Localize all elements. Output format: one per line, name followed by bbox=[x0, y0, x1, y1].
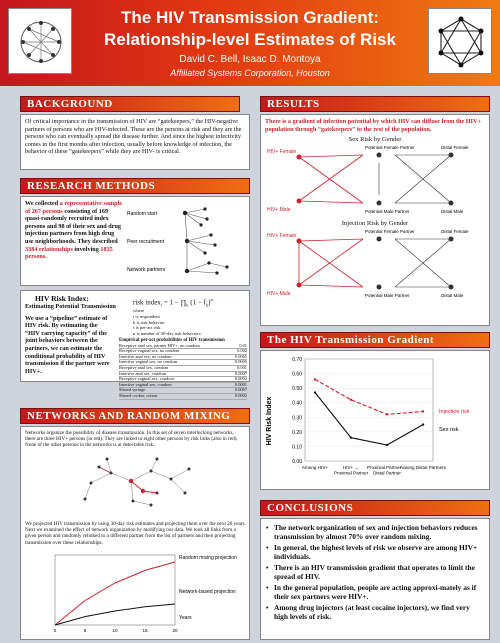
years-label: Years bbox=[179, 615, 192, 621]
projection-x-tick-label: 5 bbox=[83, 628, 87, 633]
gradient-plot-area bbox=[305, 359, 433, 461]
gradient-x-tick-label: Among Distal Partners bbox=[400, 465, 446, 470]
flow-label-random-start: Random start bbox=[127, 211, 158, 217]
methods-text-part: involving bbox=[72, 245, 101, 253]
per-act-probability: 0.01 bbox=[239, 342, 247, 348]
poster-affiliation: Affiliated Systems Corporation, Houston bbox=[170, 68, 330, 78]
random-mixing-label: Random mixing projection bbox=[179, 555, 237, 561]
per-act-table-row bbox=[119, 394, 247, 400]
methods-sample-text bbox=[25, 200, 123, 261]
per-act-behavior: Receptive anal sex, condom bbox=[119, 364, 169, 370]
gradient-data-point bbox=[350, 399, 352, 401]
networks-panel bbox=[20, 426, 250, 640]
sex-risk-label: Sex risk bbox=[439, 427, 459, 433]
formula-where-line: h is risk behavior bbox=[133, 319, 165, 325]
background-heading: BACKGROUND bbox=[20, 96, 240, 112]
gradient-y-axis-label: HIV Risk Index bbox=[266, 396, 273, 446]
gradient-data-point bbox=[386, 444, 388, 446]
formula-where-line: where bbox=[133, 308, 145, 313]
injection-risk-diagram bbox=[265, 227, 485, 299]
gradient-x-tick-label: HIV+ → Proximal Partner bbox=[333, 465, 369, 476]
conclusion-item: • In general, the highest levels of risk we observe are among HIV+ individuals. bbox=[266, 543, 484, 561]
recruitment-flow-diagram bbox=[125, 201, 247, 283]
node-potential-female: Potential Female Partner bbox=[365, 229, 415, 235]
node-potential-female: Potential Female Partner bbox=[365, 145, 415, 151]
formula-where-line: f is per-act risk bbox=[133, 325, 161, 331]
gradient-data-point bbox=[314, 378, 316, 380]
per-act-table bbox=[119, 339, 247, 400]
methods-panel bbox=[20, 196, 250, 286]
per-act-probability: 0.002 bbox=[237, 348, 247, 354]
gradient-y-tick-label: 0.30 bbox=[292, 415, 302, 422]
per-act-table-body bbox=[119, 344, 247, 400]
poster-authors: David C. Bell, Isaac D. Montoya bbox=[179, 54, 321, 65]
poster-title-line2: Relationship-level Estimates of Risk bbox=[104, 30, 396, 49]
flow-label-network-partners: Network partners bbox=[127, 267, 166, 273]
formula-label: risk index bbox=[133, 298, 161, 307]
star-network-logo-icon bbox=[429, 9, 493, 75]
gradient-heading: The HIV Transmission Gradient bbox=[260, 332, 490, 348]
injection-risk-title: Injection Risk by Gender bbox=[341, 220, 409, 228]
node-hiv-female: HIV+ Female bbox=[267, 149, 297, 156]
methods-heading: RESEARCH METHODS bbox=[20, 178, 250, 194]
risk-index-subheading: Estimating Potential Transmission bbox=[25, 303, 116, 310]
projection-x-tick-label: 20 bbox=[172, 628, 178, 633]
formula-where-line: n is number of 30-day risk behaviors bbox=[133, 331, 201, 337]
per-act-behavior: Receptive vaginal sex, no condom bbox=[119, 348, 180, 354]
conclusions-heading: CONCLUSIONS bbox=[260, 500, 490, 516]
per-act-behavior: Insertive anal sex, condom bbox=[119, 370, 167, 376]
network-based-label: Network-based projection bbox=[179, 589, 236, 595]
poster-header bbox=[0, 0, 500, 86]
projection-chart bbox=[25, 551, 247, 637]
conclusions-panel bbox=[260, 518, 490, 640]
node-potential-male: Potential Male Partner bbox=[365, 209, 410, 215]
node-distal-male: Distal Male bbox=[441, 209, 464, 215]
per-act-table-heading: Empirical per-act probabilities of HIV transmission bbox=[119, 338, 225, 343]
per-act-probability: 0.0007 bbox=[234, 370, 247, 376]
gradient-y-tick-label: 0.40 bbox=[292, 400, 302, 407]
risk-index-heading: HIV Risk Index: bbox=[35, 294, 89, 303]
per-act-behavior: Receptive anal sex, partner HIV+, no condom bbox=[119, 342, 200, 348]
conclusion-item: • Among drug injectors (at least cocaine injectors), we find very high levels of risk. bbox=[266, 603, 484, 621]
networks-text-projection: We projected HIV transmission by using 30-day risk estimates and projecting them over the next 20 years. Next we examined the effect of network organization by modifying our data. We took all links from a given person and randomly relinked to a different partner from the list of partners and then projecting transmission over these relationships. bbox=[25, 521, 246, 546]
node-hiv-male: HIV+ Male bbox=[267, 207, 291, 214]
poster-title-line1: The HIV Transmission Gradient: bbox=[121, 8, 379, 27]
risk-index-panel bbox=[20, 290, 250, 398]
gradient-x-tick-label: Among HIV+ bbox=[301, 465, 329, 470]
methods-text-part: We collected bbox=[25, 200, 60, 207]
per-act-probability: 0.0065 bbox=[234, 353, 247, 359]
networks-heading: NETWORKS AND RANDOM MIXING bbox=[20, 408, 250, 424]
projection-x-tick-label: 15 bbox=[142, 628, 148, 633]
conclusions-list bbox=[266, 523, 484, 621]
conclusion-item: • There is an HIV transmission gradient that operates to limit the spread of HIV. bbox=[266, 563, 484, 581]
gradient-chart bbox=[261, 351, 489, 489]
gradient-data-point bbox=[422, 423, 424, 425]
risk-index-text: We use a “pipeline” estimate of HIV risk. By estimating the “HIV carrying capacity” of the joint behaviors between the partners, we can estimate the conditional probability of HIV transmission if the partner were HIV+. bbox=[25, 314, 110, 375]
gradient-data-point bbox=[386, 413, 388, 415]
per-act-behavior: Insertive vaginal sex, no condom bbox=[119, 359, 178, 365]
injection-risk-label: Injection risk bbox=[439, 409, 470, 415]
gradient-y-tick-label: 0.50 bbox=[292, 386, 302, 393]
network-based-line bbox=[55, 604, 175, 625]
node-distal-male: Distal Male bbox=[441, 293, 464, 299]
node-distal-female: Distal Female bbox=[441, 229, 469, 235]
methods-persons-count: 1835 persons. bbox=[25, 245, 113, 261]
results-panel bbox=[260, 114, 490, 326]
network-logo-icon bbox=[9, 9, 73, 75]
conclusion-item: • The network organization of sex and injection behaviors reduces transmission by almost 70% over random mixing. bbox=[266, 523, 484, 541]
gradient-y-tick-label: 0.60 bbox=[292, 371, 302, 378]
gradient-x-tick-label: Proximal Partner → Distal Partner bbox=[366, 465, 408, 476]
gradient-data-point bbox=[314, 391, 316, 393]
risk-formula: risk index$_i$ = $1 - \prod_h$ $(1 - f_h)^n$ bbox=[133, 297, 213, 308]
conclusion-item: • In the general population, people are acting approxi-mately as if their sex partners were HIV+. bbox=[266, 583, 484, 601]
per-act-probability: 0.0001 bbox=[234, 381, 247, 387]
gradient-y-tick-label: 0.70 bbox=[292, 357, 302, 363]
sex-risk-diagram bbox=[265, 143, 485, 215]
methods-sample-size: a representative sample of 267 persons bbox=[25, 200, 123, 215]
injection-risk-line bbox=[315, 379, 423, 414]
results-intro: There is a gradient of infection potential by which HIV can diffuse from the HIV+ population through “gatekeepers” to the rest of the population. bbox=[265, 118, 481, 133]
per-act-behavior: Receptive vaginal sex, condom bbox=[119, 376, 174, 382]
background-panel bbox=[20, 114, 250, 170]
random-mixing-line bbox=[55, 562, 175, 625]
results-heading: RESULTS bbox=[260, 96, 490, 112]
node-hiv-male: HIV+ Male bbox=[267, 291, 291, 298]
gradient-data-point bbox=[422, 410, 424, 412]
per-act-behavior: Shared cooker, cotton bbox=[119, 392, 158, 398]
sex-risk-title: Sex Risk by Gender bbox=[348, 136, 402, 144]
per-act-probability: 0.0005 bbox=[234, 359, 247, 365]
projection-plot-area bbox=[55, 555, 175, 625]
networks-text-intro: Networks organize the possibility of disease transmission. In this set of seven interlocking networks, there are three HIV+ persons (in red). They are linked to eight other persons by risk links (also in red). None of the other persons in the networks is at detectable risk. bbox=[25, 430, 238, 449]
methods-text-part: consisting of 169 quasi-randomly recruited index persons and 98 of their sex and drug injection partners from high drug use neighborhoods. They described bbox=[25, 207, 121, 245]
institution-logo-left bbox=[8, 8, 72, 74]
gradient-y-tick-label: 0.10 bbox=[292, 444, 302, 451]
projection-x-tick-label: 0 bbox=[53, 628, 57, 633]
node-distal-female: Distal Female bbox=[441, 145, 469, 151]
projection-x-tick-label: 10 bbox=[112, 628, 118, 633]
per-act-behavior: Insertive vaginal sex, condom bbox=[119, 381, 172, 387]
node-potential-male: Potential Male Partner bbox=[365, 293, 410, 299]
gradient-data-point bbox=[350, 436, 352, 438]
formula-where-line: i is respondent bbox=[133, 313, 160, 319]
formula-where-list bbox=[133, 308, 201, 337]
methods-relationships-count: 3384 relationships bbox=[25, 245, 73, 253]
per-act-behavior: Shared syringe bbox=[119, 387, 146, 393]
per-act-probability: 0.0002 bbox=[234, 376, 247, 382]
gradient-y-tick-label: 0.00 bbox=[292, 459, 302, 465]
flow-label-peer-recruitment: Peer recruitment bbox=[127, 239, 164, 245]
background-text: Of critical importance in the transmission of HIV are “gatekeepers,” the HIV-negative partners of persons who are HIV-infected. These are the persons at risk and they are the persons who can eventually spread the disease further. And since the highest infectivity comes in the first months after infection, usually before knowledge of infection, the behavior of these “gatekeepers” while they are HIV- is critical. bbox=[25, 118, 242, 156]
gradient-panel bbox=[260, 350, 490, 490]
per-act-probability: 0.001 bbox=[237, 364, 247, 370]
institution-logo-right bbox=[428, 8, 492, 74]
network-graph-diagram bbox=[71, 453, 201, 513]
node-hiv-female: HIV+ Female bbox=[267, 233, 297, 240]
per-act-behavior: Insertive anal sex, no condom bbox=[119, 353, 172, 359]
per-act-probability: 0.0002 bbox=[234, 392, 247, 398]
gradient-y-tick-label: 0.20 bbox=[292, 429, 302, 436]
sex-risk-line bbox=[315, 393, 423, 446]
per-act-probability: 0.0067 bbox=[234, 387, 247, 393]
